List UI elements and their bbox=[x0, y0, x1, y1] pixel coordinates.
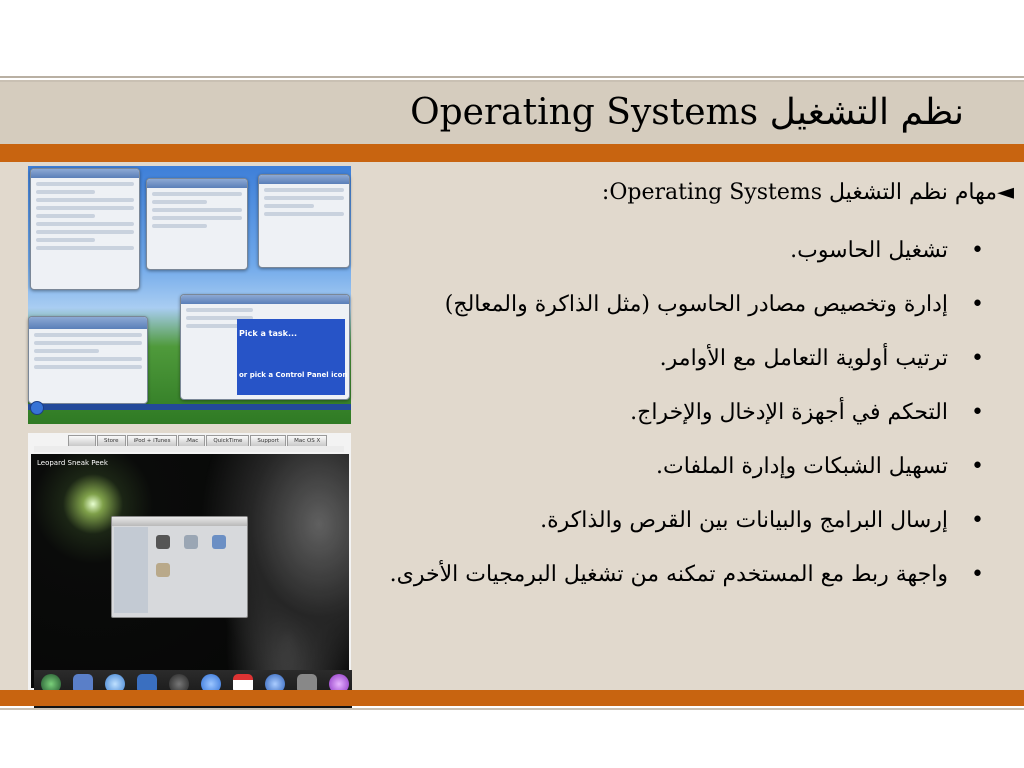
finder-window bbox=[111, 516, 248, 618]
nav-tab-support: Support bbox=[250, 435, 286, 447]
star-icon bbox=[156, 535, 170, 549]
list-item: • التحكم في أجهزة الإدخال والإخراج. bbox=[388, 398, 948, 452]
accent-bar-bottom bbox=[0, 690, 1024, 706]
list-item: • واجهة ربط مع المستخدم تمكنه من تشغيل البرمجيات الأخرى. bbox=[388, 560, 948, 614]
mac-leopard-screenshot bbox=[28, 433, 351, 690]
folder-icon bbox=[156, 563, 170, 577]
slide-title: Operating Systems نظم التشغيل bbox=[410, 92, 964, 133]
nav-tab-dotmac: .Mac bbox=[178, 435, 205, 447]
os-tasks-list bbox=[388, 236, 948, 614]
nav-tab-store: Store bbox=[97, 435, 126, 447]
list-item: • تشغيل الحاسوب. bbox=[388, 236, 948, 290]
start-menu bbox=[28, 316, 148, 404]
left-arrow-icon: ◄ bbox=[997, 180, 1014, 205]
nav-tab-quicktime: QuickTime bbox=[206, 435, 249, 447]
list-item: • ترتيب أولوية التعامل مع الأوامر. bbox=[388, 344, 948, 398]
document-icon bbox=[184, 535, 198, 549]
volume-control-window bbox=[258, 174, 350, 268]
taskbar bbox=[28, 404, 351, 410]
accent-bar-top bbox=[0, 144, 1024, 162]
bottom-divider-line bbox=[0, 708, 1024, 710]
pick-task-label: Pick a task... bbox=[239, 329, 298, 338]
start-button-icon bbox=[30, 401, 44, 415]
leopard-desktop bbox=[31, 454, 349, 688]
tasks-heading-text: مهام نظم التشغيل Operating Systems: bbox=[601, 180, 998, 205]
disk-icon bbox=[212, 535, 226, 549]
finder-sidebar bbox=[114, 527, 148, 613]
display-properties-window bbox=[30, 168, 140, 290]
nav-tab-ipod-itunes: iPod + iTunes bbox=[127, 435, 178, 447]
tasks-heading bbox=[602, 180, 1014, 205]
user-accounts-window bbox=[180, 294, 350, 400]
list-item: • إرسال البرامج والبيانات بين القرص والذاكرة. bbox=[388, 506, 948, 560]
network-status-window bbox=[146, 178, 248, 270]
sneak-peek-title: Leopard Sneak Peek bbox=[37, 459, 108, 467]
list-item: • تسهيل الشبكات وإدارة الملفات. bbox=[388, 452, 948, 506]
pick-control-panel-label: or pick a Control Panel icon bbox=[239, 371, 348, 379]
nav-tab-mac-os-x: Mac OS X bbox=[287, 435, 327, 447]
list-item: • إدارة وتخصيص مصادر الحاسوب (مثل الذاكرة والمعالج) bbox=[388, 290, 948, 344]
top-divider-line bbox=[0, 76, 1024, 78]
apple-nav-bar bbox=[68, 435, 327, 445]
sub-nav-bar bbox=[34, 446, 344, 452]
windows-xp-screenshot bbox=[28, 166, 351, 424]
